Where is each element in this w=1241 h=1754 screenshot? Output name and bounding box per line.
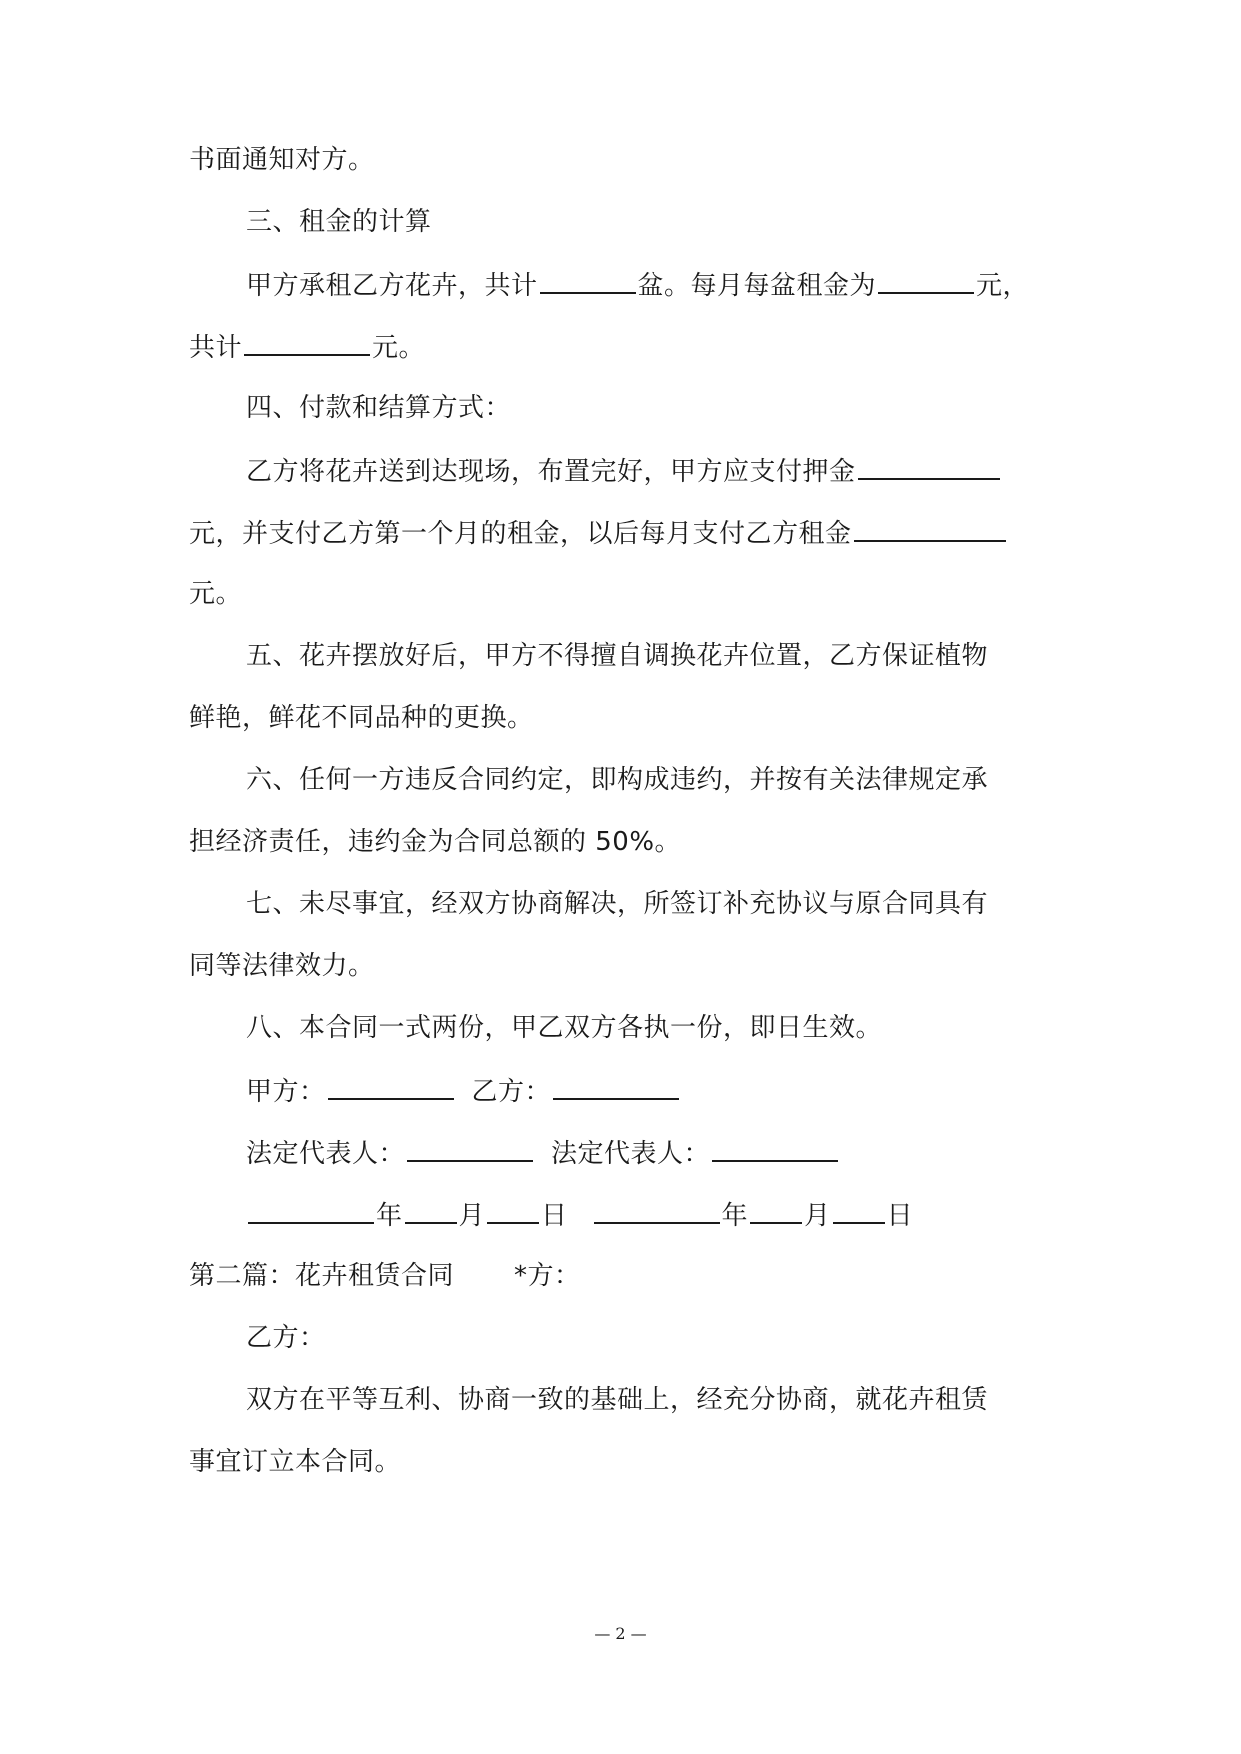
year-label: 年 <box>721 1201 749 1231</box>
fill-in-blank <box>750 1196 802 1224</box>
fill-in-blank <box>594 1196 720 1224</box>
clause-seven-line <box>246 886 988 922</box>
fill-in-blank <box>540 266 636 294</box>
line-text: 元。 <box>189 579 243 609</box>
party-label: *方： <box>514 1261 581 1291</box>
line-text: 元，并支付乙方第一个月的租金，以后每月支付乙方租金 <box>189 519 852 549</box>
legal-representative-line <box>246 1134 840 1172</box>
line-text: 七、未尽事宜，经双方协商解决，所签订补充协议与原合同具有 <box>246 889 989 919</box>
line-text: 五、花卉摆放好后，甲方不得擅自调换花卉位置，乙方保证植物 <box>246 641 989 671</box>
clause-six-line <box>246 762 988 798</box>
representative-label: 法定代表人： <box>246 1139 406 1169</box>
fill-in-blank <box>328 1072 454 1100</box>
line-text: 乙方将花卉送到达现场，布置完好，甲方应支付押金 <box>246 457 856 487</box>
fill-in-blank <box>248 1196 374 1224</box>
fill-in-blank <box>553 1072 679 1100</box>
paragraph-line <box>189 948 375 984</box>
line-text: 同等法律效力。 <box>189 951 375 981</box>
paragraph-line <box>189 514 1008 552</box>
representative-label: 法定代表人： <box>551 1139 711 1169</box>
page-number: — 2 — <box>594 1624 647 1643</box>
fill-in-blank <box>487 1196 539 1224</box>
fill-in-blank <box>833 1196 885 1224</box>
paragraph-line <box>189 142 375 178</box>
second-article-heading <box>189 1258 581 1294</box>
fill-in-blank <box>878 266 974 294</box>
fill-in-blank <box>244 328 370 356</box>
line-text: 甲方承租乙方花卉，共计 <box>246 271 538 301</box>
fill-in-blank <box>712 1134 838 1162</box>
line-text: 事宜订立本合同。 <box>189 1447 402 1477</box>
fill-in-blank <box>858 452 1000 480</box>
date-line <box>246 1196 913 1234</box>
section-heading-payment <box>246 390 511 426</box>
line-text: 四、付款和结算方式： <box>246 393 512 423</box>
preamble-line <box>246 1382 988 1418</box>
line-text: 共计 <box>189 333 243 363</box>
line-text: 三、租金的计算 <box>246 207 432 237</box>
clause-five-line <box>246 638 988 674</box>
year-label: 年 <box>376 1201 403 1231</box>
line-text: 担经济责任，违约金为合同总额的 50%。 <box>189 827 682 857</box>
paragraph-line <box>189 700 534 736</box>
paragraph-line <box>189 824 681 860</box>
fill-in-blank <box>854 514 1006 542</box>
paragraph-line <box>189 576 242 612</box>
party-a-label: 甲方： <box>246 1077 326 1107</box>
line-text: 八、本合同一式两份，甲乙双方各执一份，即日生效。 <box>246 1013 883 1043</box>
fill-in-blank <box>405 1196 457 1224</box>
signature-parties-line <box>246 1072 681 1110</box>
day-label: 日 <box>541 1201 568 1231</box>
day-label: 日 <box>886 1201 914 1231</box>
paragraph-line <box>189 328 425 366</box>
paragraph-line <box>246 452 1002 490</box>
line-text: 元， <box>976 271 1030 301</box>
line-text: 乙方： <box>246 1323 326 1353</box>
line-text: 六、任何一方违反合同约定，即构成违约，并按有关法律规定承 <box>246 765 989 795</box>
line-text: 书面通知对方。 <box>189 145 375 175</box>
clause-eight-line <box>246 1010 882 1046</box>
fill-in-blank <box>407 1134 533 1162</box>
month-label: 月 <box>804 1201 831 1231</box>
party-b-label: 乙方： <box>471 1077 552 1107</box>
section-heading-rent <box>246 204 432 240</box>
line-text: 双方在平等互利、协商一致的基础上，经充分协商，就花卉租赁 <box>246 1385 989 1415</box>
party-b-line <box>246 1320 326 1356</box>
paragraph-line <box>189 1444 401 1480</box>
month-label: 月 <box>458 1201 486 1231</box>
line-text: 盆。每月每盆租金为 <box>637 271 877 301</box>
paragraph-line <box>246 266 1029 304</box>
line-text: 元。 <box>372 333 426 363</box>
article-title: 第二篇：花卉租赁合同 <box>189 1261 455 1291</box>
line-text: 鲜艳，鲜花不同品种的更换。 <box>189 703 534 733</box>
